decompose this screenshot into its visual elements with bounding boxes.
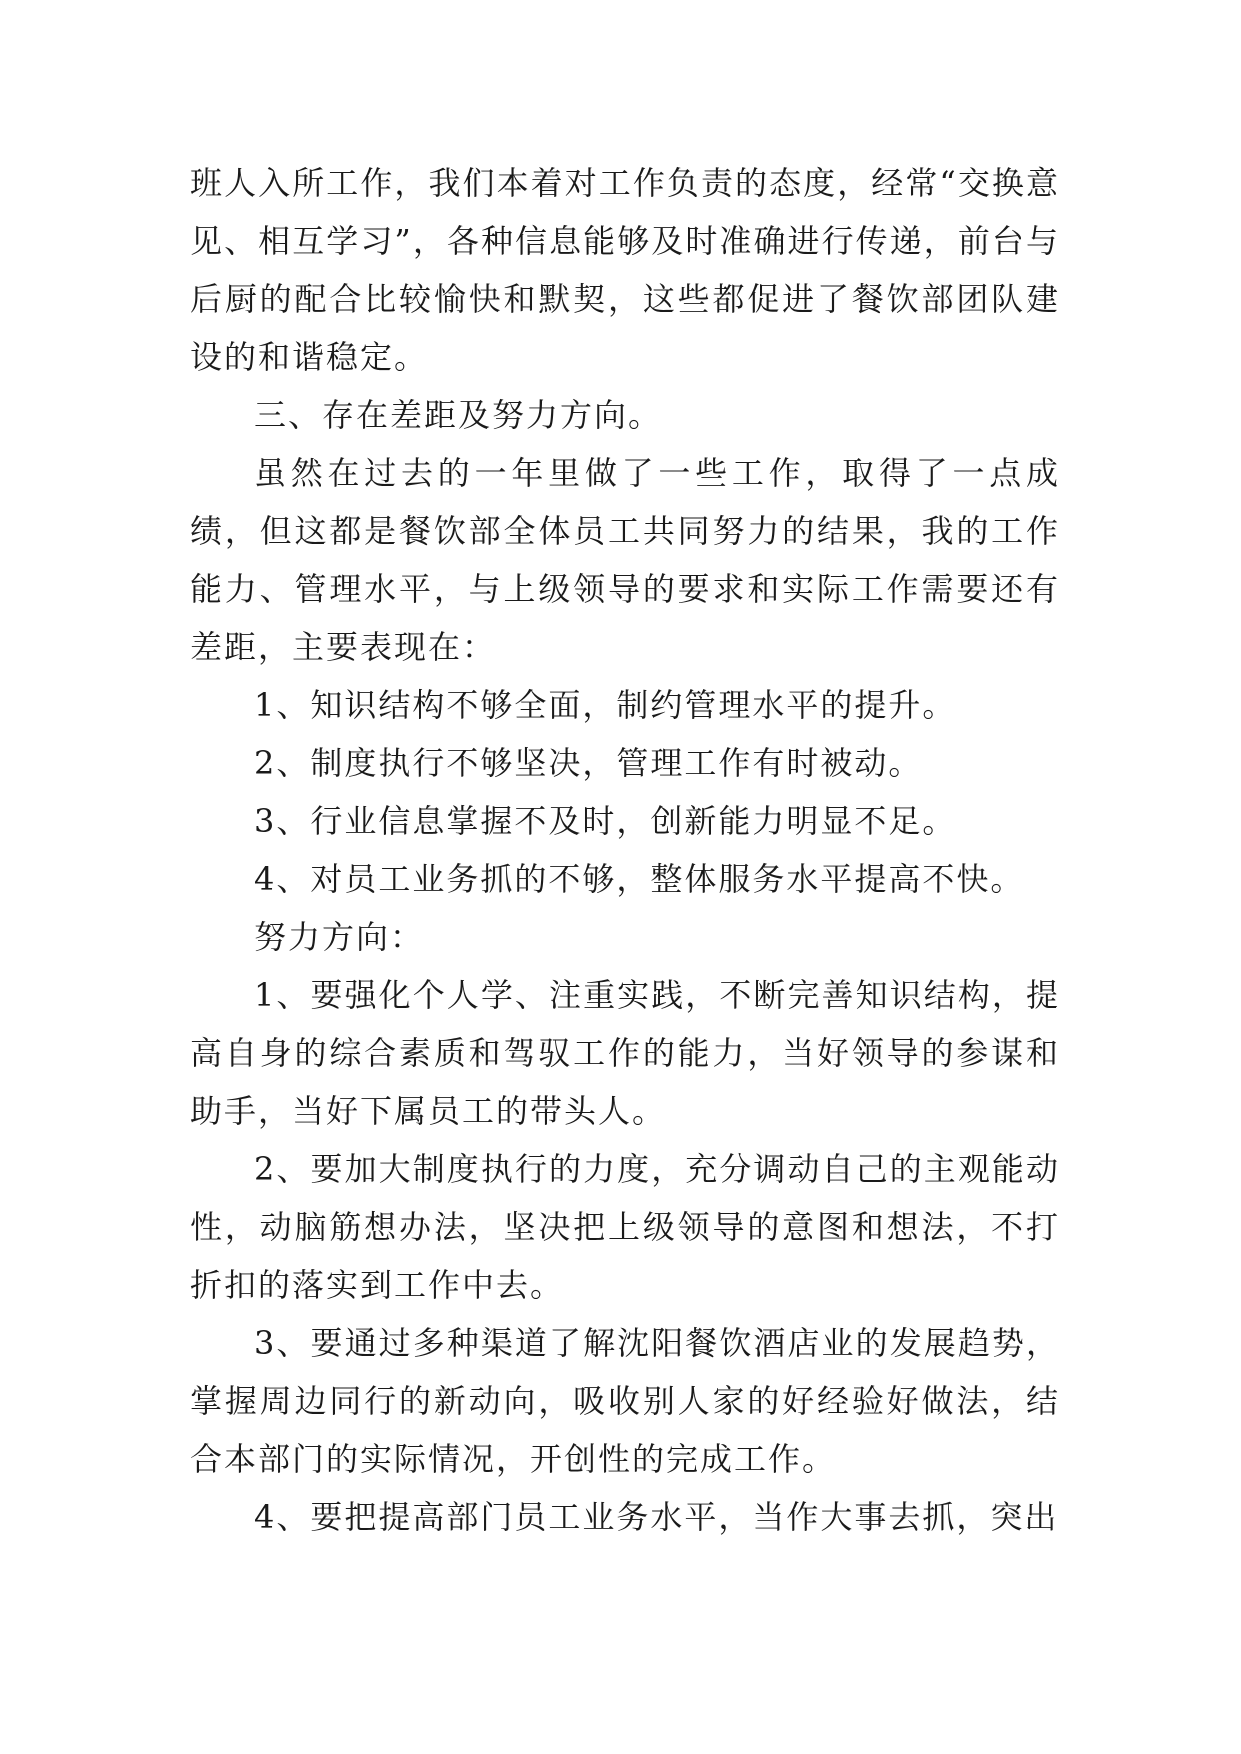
list-item-direction-3: 3、要通过多种渠道了解沈阳餐饮酒店业的发展趋势，掌握周边同行的新动向，吸收别人家的好经验好做法，结合本部门的实际情况，开创性的完成工作。 — [190, 1324, 1060, 1478]
list-item-gap-3: 3、行业信息掌握不及时，创新能力明显不足。 — [254, 802, 957, 840]
list-item-gap-4: 4、对员工业务抓的不够，整体服务水平提高不快。 — [254, 860, 1025, 898]
list-item-direction-4: 4、要把提高部门员工业务水平，当作大事去抓，突出 — [254, 1498, 1059, 1536]
list-item-direction-2: 2、要加大制度执行的力度，充分调动自己的主观能动性，动脑筋想办法，坚决把上级领导的意图和想法，不打折扣的落实到工作中去。 — [190, 1150, 1060, 1304]
paragraph-gaps-intro: 虽然在过去的一年里做了一些工作，取得了一点成绩，但这都是餐饮部全体员工共同努力的结果，我的工作能力、管理水平，与上级领导的要求和实际工作需要还有差距，主要表现在： — [190, 454, 1060, 666]
subheading-direction: 努力方向： — [254, 918, 425, 956]
section-heading-gaps-and-direction: 三、存在差距及努力方向。 — [254, 396, 663, 434]
document-body — [190, 154, 1060, 1546]
list-item-gap-1: 1、知识结构不够全面，制约管理水平的提升。 — [254, 686, 957, 724]
list-item-gap-2: 2、制度执行不够坚决，管理工作有时被动。 — [254, 744, 923, 782]
paragraph-continuation: 班人入所工作，我们本着对工作负责的态度，经常“交换意见、相互学习”，各种信息能够及时准确进行传递，前台与后厨的配合比较愉快和默契，这些都促进了餐饮部团队建设的和谐稳定。 — [190, 164, 1060, 376]
list-item-direction-1: 1、要强化个人学、注重实践，不断完善知识结构，提高自身的综合素质和驾驭工作的能力，当好领导的参谋和助手，当好下属员工的带头人。 — [190, 976, 1060, 1130]
